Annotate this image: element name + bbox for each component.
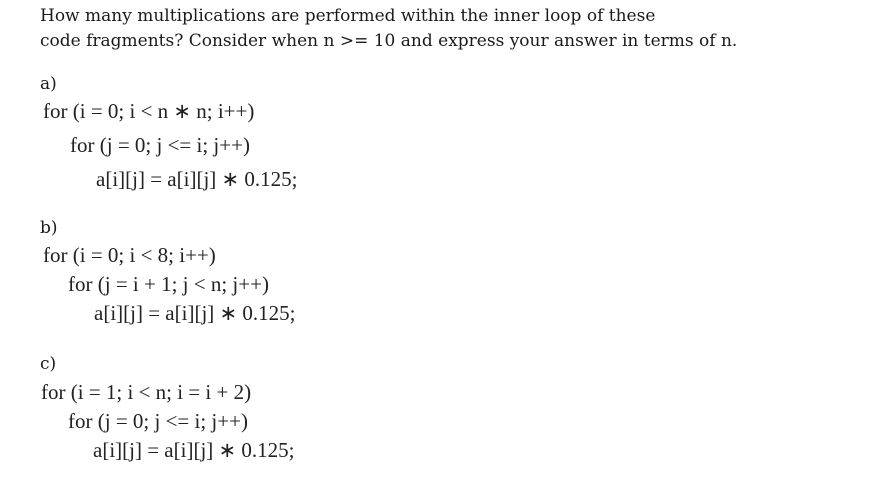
fragment-c-outer-loop: for (i = 1; i < n; i = i + 2)	[41, 380, 252, 404]
fragment-b-inner-loop: for (j = i + 1; j < n; j++)	[68, 272, 269, 296]
fragment-a-label: a)	[40, 74, 57, 94]
fragment-b-label: b)	[40, 218, 58, 238]
fragment-a-body: a[i][j] = a[i][j] ∗ 0.125;	[96, 167, 298, 191]
fragment-b-body: a[i][j] = a[i][j] ∗ 0.125;	[94, 301, 296, 325]
question-line-1: How many multiplications are performed within the inner loop of these	[40, 6, 656, 26]
question-text	[40, 4, 840, 54]
question-line-2: code fragments? Consider when n >= 10 and express your answer in terms of n.	[40, 31, 738, 51]
fragment-c-inner-loop: for (j = 0; j <= i; j++)	[68, 409, 248, 433]
fragment-a-outer-loop: for (i = 0; i < n ∗ n; i++)	[43, 99, 255, 123]
fragment-a-inner-loop: for (j = 0; j <= i; j++)	[70, 133, 250, 157]
fragment-c-label: c)	[40, 354, 57, 374]
fragment-b-outer-loop: for (i = 0; i < 8; i++)	[43, 243, 216, 267]
fragment-c-body: a[i][j] = a[i][j] ∗ 0.125;	[93, 438, 295, 462]
